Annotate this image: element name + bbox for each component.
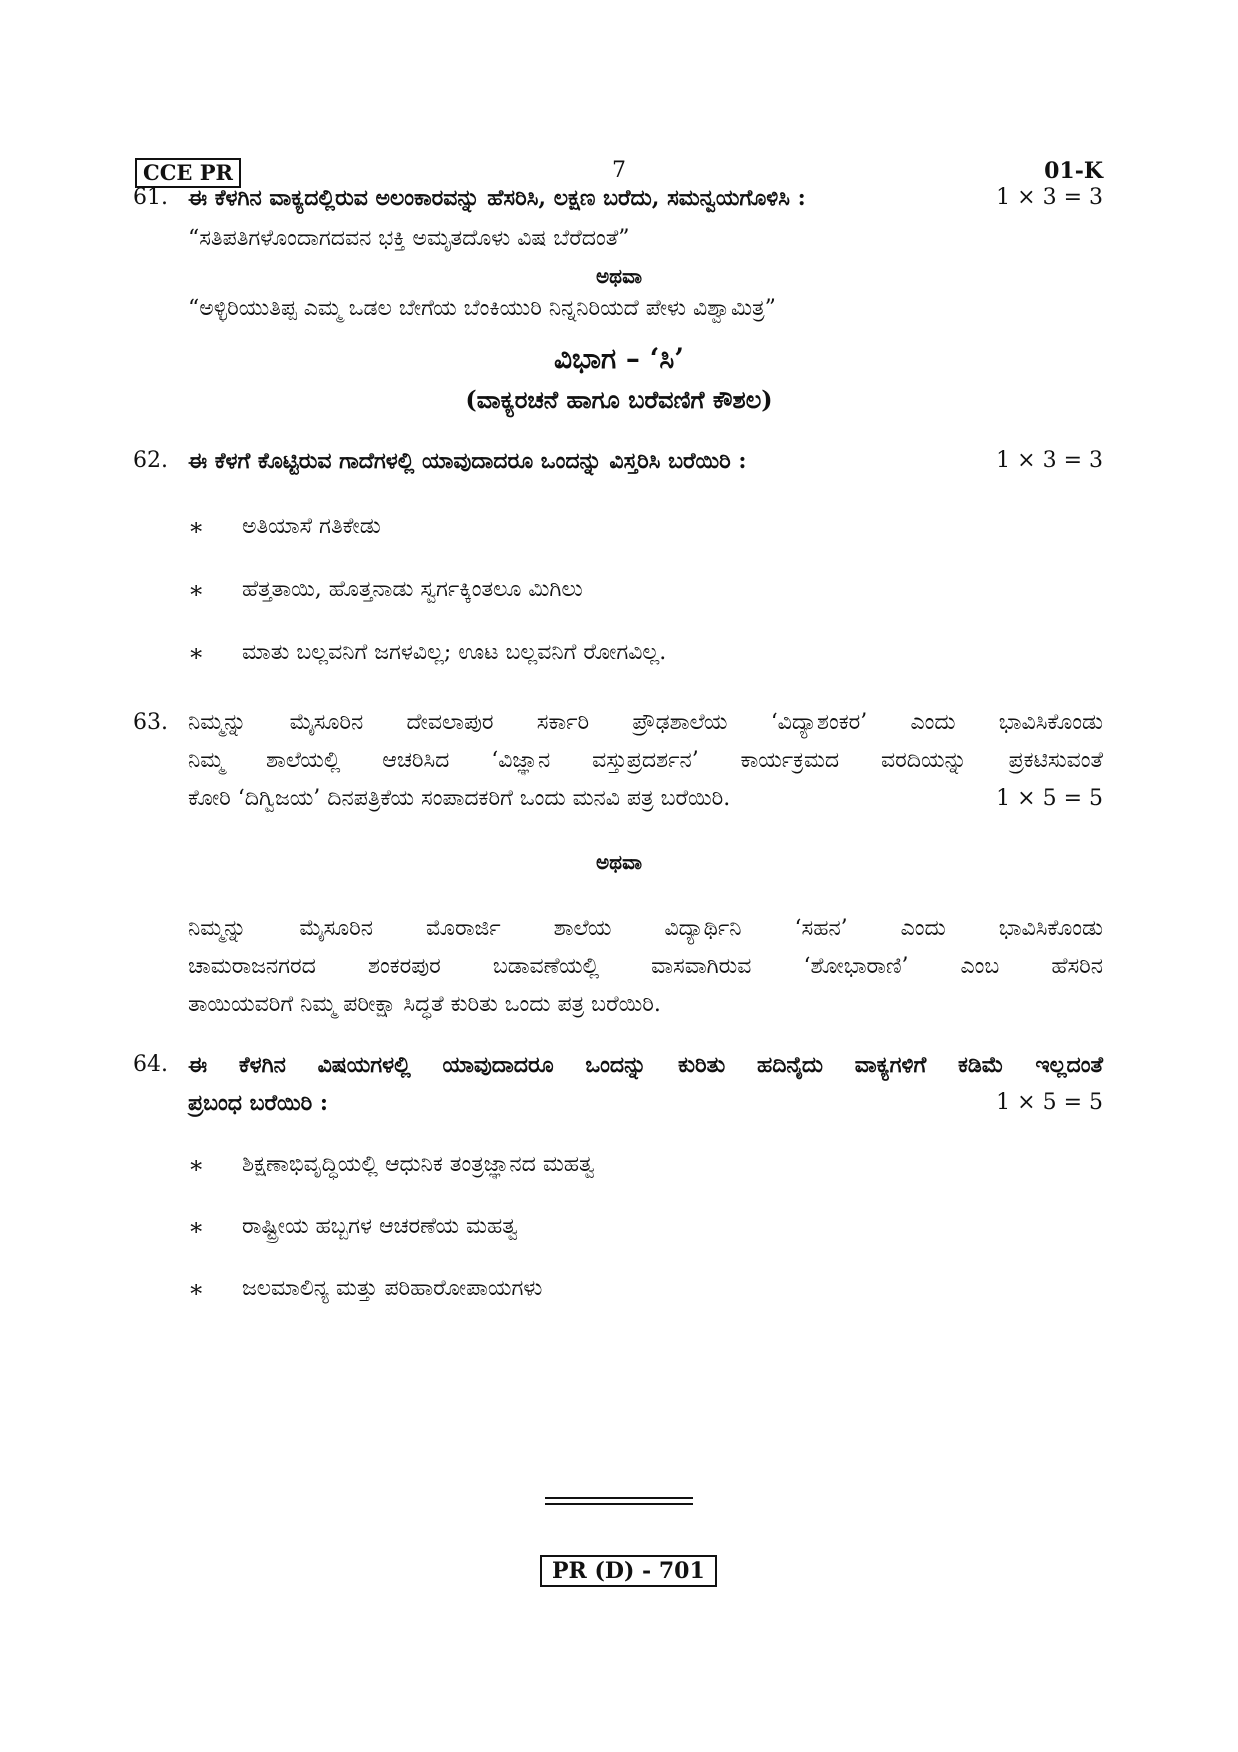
list-item: ಹೆತ್ತತಾಯಿ, ಹೊತ್ತನಾಡು ಸ್ವರ್ಗಕ್ಕಿಂತಲೂ ಮಿಗಿಲು [242, 577, 583, 602]
question-61-number: 61. [133, 185, 168, 210]
question-63-para1-line: ಕೋರಿ ‘ದಿಗ್ವಿಜಯ’ ದಿನಪತ್ರಿಕೆಯ ಸಂಪಾದಕರಿಗೆ ಒಂದು ಮನವಿ ಪತ್ರ ಬರೆಯಿರಿ. [188, 786, 731, 811]
bullet-icon: ∗ [188, 1213, 205, 1241]
bullet-icon: ∗ [188, 1275, 205, 1303]
question-63-para2-line: ನಿಮ್ಮನ್ನು ಮೈಸೂರಿನ ಮೊರಾರ್ಜಿ ಶಾಲೆಯ ವಿದ್ಯಾರ್ಥಿನಿ ‘ಸಹನ’ ಎಂದು ಭಾವಿಸಿಕೊಂಡು [188, 916, 1103, 941]
bullet-icon: ∗ [188, 639, 205, 667]
question-63-marks: 1 × 5 = 5 [996, 786, 1103, 811]
question-61-instruction: ಈ ಕೆಳಗಿನ ವಾಕ್ಯದಲ್ಲಿರುವ ಅಲಂಕಾರವನ್ನು ಹೆಸರಿಸಿ, ಲಕ್ಷಣ ಬರೆದು, ಸಮನ್ವಯಗೊಳಿಸಿ : [188, 185, 806, 211]
question-62-marks: 1 × 3 = 3 [996, 448, 1103, 473]
question-61-sentence-2: “ಅಳ್ಳಿರಿಯುತಿಪ್ಪ ಎಮ್ಮ ಒಡಲ ಬೇಗೆಯ ಬೆಂಕಿಯುರಿ ನಿನ್ನನಿರಿಯದೆ ಪೇಳು ವಿಶ್ವಾಮಿತ್ರ” [188, 296, 776, 321]
section-c-title: ವಿಭಾಗ – ‘ಸಿ’ [553, 342, 685, 375]
question-63-or: ಅಥವಾ [596, 850, 642, 874]
question-64-number: 64. [133, 1052, 168, 1077]
list-item: ಅತಿಯಾಸೆ ಗತಿಕೇಡು [242, 514, 381, 539]
end-rule-top [545, 1497, 693, 1499]
question-63-para1-line: ನಿಮ್ಮ ಶಾಲೆಯಲ್ಲಿ ಆಚರಿಸಿದ ‘ವಿಜ್ಞಾನ ವಸ್ತುಪ್ರದರ್ಶನ’ ಕಾರ್ಯಕ್ರಮದ ವರದಿಯನ್ನು ಪ್ರಕಟಿಸುವಂತೆ [188, 748, 1103, 773]
question-61-sentence-1: “ಸತಿಪತಿಗಳೊಂದಾಗದವನ ಭಕ್ತಿ ಅಮೃತದೊಳು ವಿಷ ಬೆರೆದಂತೆ” [188, 226, 630, 251]
bullet-icon: ∗ [188, 513, 205, 541]
question-63-para2-line: ಚಾಮರಾಜನಗರದ ಶಂಕರಪುರ ಬಡಾವಣೆಯಲ್ಲಿ ವಾಸವಾಗಿರುವ ‘ಶೋಭಾರಾಣಿ’ ಎಂಬ ಹೆಸರಿನ [188, 954, 1103, 979]
bullet-icon: ∗ [188, 1151, 205, 1179]
list-item: ಮಾತು ಬಲ್ಲವನಿಗೆ ಜಗಳವಿಲ್ಲ; ಊಟ ಬಲ್ಲವನಿಗೆ ರೋಗವಿಲ್ಲ. [242, 640, 667, 665]
section-c-subtitle: (ವಾಕ್ಯರಚನೆ ಹಾಗೂ ಬರೆವಣಿಗೆ ಕೌಶಲ) [465, 385, 773, 414]
header-code-box: CCE PR [135, 158, 241, 188]
list-item: ರಾಷ್ಟ್ರೀಯ ಹಬ್ಬಗಳ ಆಚರಣೆಯ ಮಹತ್ವ [242, 1214, 518, 1239]
bullet-icon: ∗ [188, 576, 205, 604]
question-64-instruction-line-1: ಈ ಕೆಳಗಿನ ವಿಷಯಗಳಲ್ಲಿ ಯಾವುದಾದರೂ ಒಂದನ್ನು ಕುರಿತು ಹದಿನೈದು ವಾಕ್ಯಗಳಿಗೆ ಕಡಿಮೆ ಇಲ್ಲದಂತೆ [188, 1052, 1103, 1078]
footer-code-box: PR (D) - 701 [540, 1555, 717, 1587]
question-61-or: ಅಥವಾ [596, 264, 642, 288]
question-63-number: 63. [133, 710, 168, 735]
end-rule-bottom [545, 1503, 693, 1505]
paper-code: 01-K [1044, 158, 1103, 184]
page-number: 7 [612, 158, 626, 183]
question-63-para1-line: ನಿಮ್ಮನ್ನು ಮೈಸೂರಿನ ದೇವಲಾಪುರ ಸರ್ಕಾರಿ ಪ್ರೌಢಶಾಲೆಯ ‘ವಿದ್ಯಾಶಂಕರ’ ಎಂದು ಭಾವಿಸಿಕೊಂಡು [188, 710, 1103, 735]
question-62-number: 62. [133, 448, 168, 473]
question-63-para2-line: ತಾಯಿಯವರಿಗೆ ನಿಮ್ಮ ಪರೀಕ್ಷಾ ಸಿದ್ಧತೆ ಕುರಿತು ಒಂದು ಪತ್ರ ಬರೆಯಿರಿ. [188, 992, 661, 1017]
list-item: ಜಲಮಾಲಿನ್ಯ ಮತ್ತು ಪರಿಹಾರೋಪಾಯಗಳು [242, 1276, 543, 1301]
question-61-marks: 1 × 3 = 3 [996, 185, 1103, 210]
question-64-instruction-line-2: ಪ್ರಬಂಧ ಬರೆಯಿರಿ : [188, 1090, 329, 1116]
question-62-instruction: ಈ ಕೆಳಗೆ ಕೊಟ್ಟಿರುವ ಗಾದೆಗಳಲ್ಲಿ ಯಾವುದಾದರೂ ಒಂದನ್ನು ವಿಸ್ತರಿಸಿ ಬರೆಯಿರಿ : [188, 448, 747, 474]
list-item: ಶಿಕ್ಷಣಾಭಿವೃದ್ಧಿಯಲ್ಲಿ ಆಧುನಿಕ ತಂತ್ರಜ್ಞಾನದ ಮಹತ್ವ [242, 1152, 595, 1177]
question-64-marks: 1 × 5 = 5 [996, 1090, 1103, 1115]
